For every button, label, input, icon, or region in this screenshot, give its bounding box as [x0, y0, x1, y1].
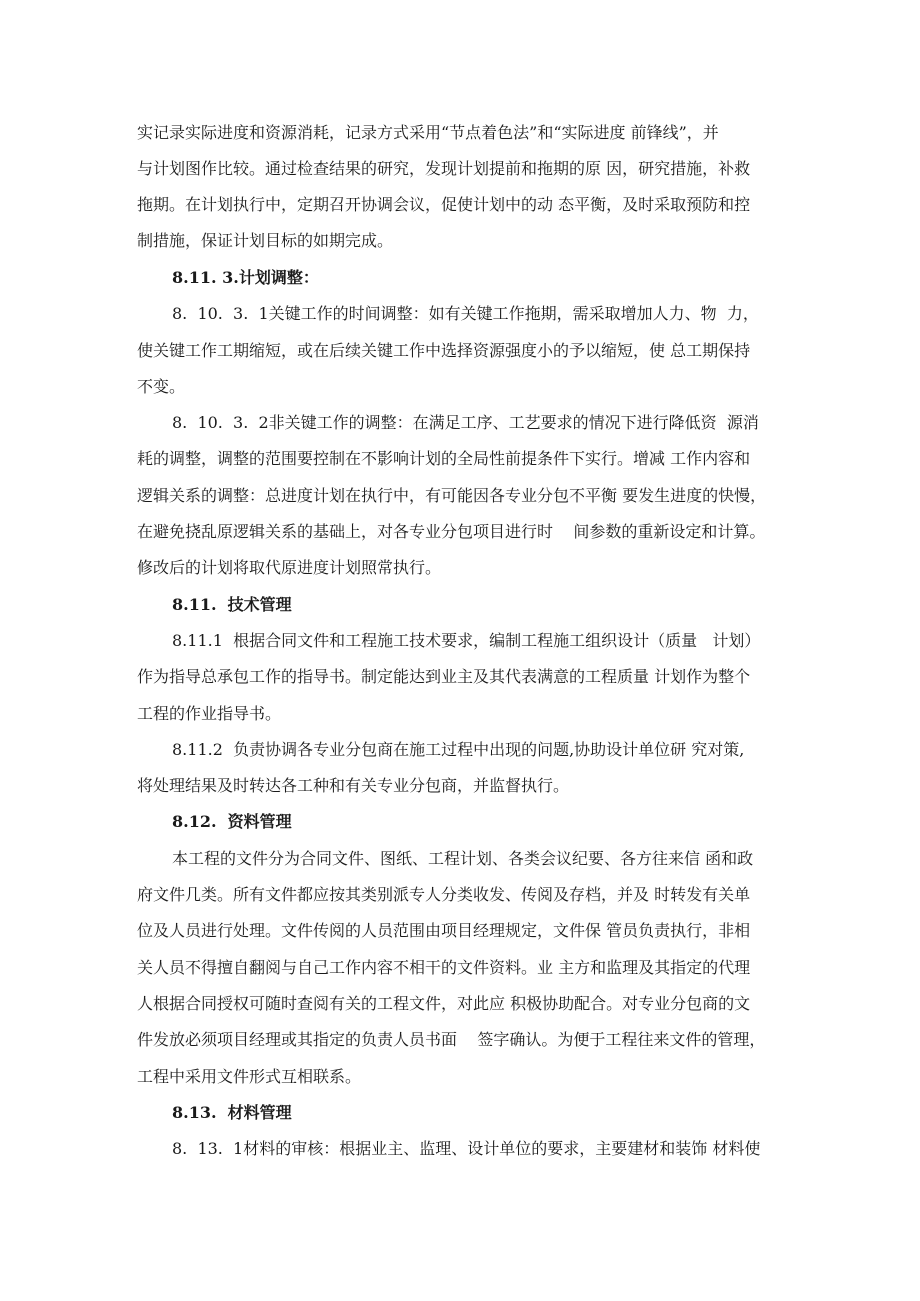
paragraph-line: 8. 10. 3. 2非关键工作的调整：在满足工序、工艺要求的情况下进行降低资 源消: [172, 413, 759, 432]
paragraph-line: 不变。: [137, 377, 186, 396]
paragraph-line: 作为指导总承包工作的指导书。制定能达到业主及其代表满意的工程质量 计划作为整个: [137, 667, 751, 686]
paragraph-line: 与计划图作比较。通过检查结果的研究，发现计划提前和拖期的原 因，研究措施，补救: [137, 159, 751, 178]
paragraph-line: 8.11.2 负责协调各专业分包商在施工过程中出现的问题,协助设计单位研 究对策,: [172, 740, 745, 759]
paragraph-line: 8. 13. 1材料的审核：根据业主、监理、设计单位的要求，主要建材和装饰 材料使: [172, 1139, 761, 1158]
paragraph-line: 工程中采用文件形式互相联系。: [137, 1067, 362, 1086]
paragraph-line: 8.11.1 根据合同文件和工程施工技术要求，编制工程施工组织设计（质量 计划）: [172, 631, 761, 650]
paragraph-line: 件发放必须项目经理或其指定的负责人员书面 签字确认。为便于工程往来文件的管理，: [137, 1030, 766, 1049]
paragraph-line: 位及人员进行处理。文件传阅的人员范围由项目经理规定，文件保 管员负责执行，非相: [137, 921, 751, 940]
section-heading: 8.12. 资料管理: [172, 812, 292, 831]
paragraph-line: 在避免挠乱原逻辑关系的基础上，对各专业分包项目进行时 间参数的重新设定和计算。: [137, 522, 766, 541]
paragraph-line: 关人员不得擅自翻阅与自己工作内容不相干的文件资料。业 主方和监理及其指定的代理: [137, 958, 751, 977]
paragraph-line: 使关键工作工期缩短，或在后续关键工作中选择资源强度小的予以缩短，使 总工期保持: [137, 341, 751, 360]
paragraph-line: 工程的作业指导书。: [137, 704, 282, 723]
paragraph-line: 逻辑关系的调整：总进度计划在执行中，有可能因各专业分包不平衡 要发生进度的快慢，: [137, 486, 767, 505]
section-heading: 8.11. 3.计划调整：: [172, 268, 319, 287]
paragraph-line: 本工程的文件分为合同文件、图纸、工程计划、各类会议纪要、各方往来信 函和政: [172, 849, 754, 868]
paragraph-line: 将处理结果及时转达各工种和有关专业分包商，并监督执行。: [137, 776, 570, 795]
section-heading: 8.11. 技术管理: [172, 595, 292, 614]
paragraph-line: 耗的调整，调整的范围要控制在不影响计划的全局性前提条件下实行。增减 工作内容和: [137, 449, 751, 468]
paragraph-line: 修改后的计划将取代原进度计划照常执行。: [137, 558, 442, 577]
paragraph-line: 府文件几类。所有文件都应按其类别派专人分类收发、传阅及存档，并及 时转发有关单: [137, 885, 751, 904]
paragraph-line: 实记录实际进度和资源消耗，记录方式采用“节点着色法”和“实际进度 前锋线”，并: [137, 123, 719, 142]
paragraph-line: 制措施，保证计划目标的如期完成。: [137, 231, 394, 250]
paragraph-line: 8. 10. 3. 1关键工作的时间调整：如有关键工作拖期，需采取增加人力、物 力，: [172, 304, 759, 323]
paragraph-line: 拖期。在计划执行中，定期召开协调会议，促使计划中的动 态平衡，及时采取预防和控: [137, 195, 751, 214]
section-heading: 8.13. 材料管理: [172, 1103, 292, 1122]
paragraph-line: 人根据合同授权可随时查阅有关的工程文件，对此应 积极协助配合。对专业分包商的文: [137, 994, 751, 1013]
